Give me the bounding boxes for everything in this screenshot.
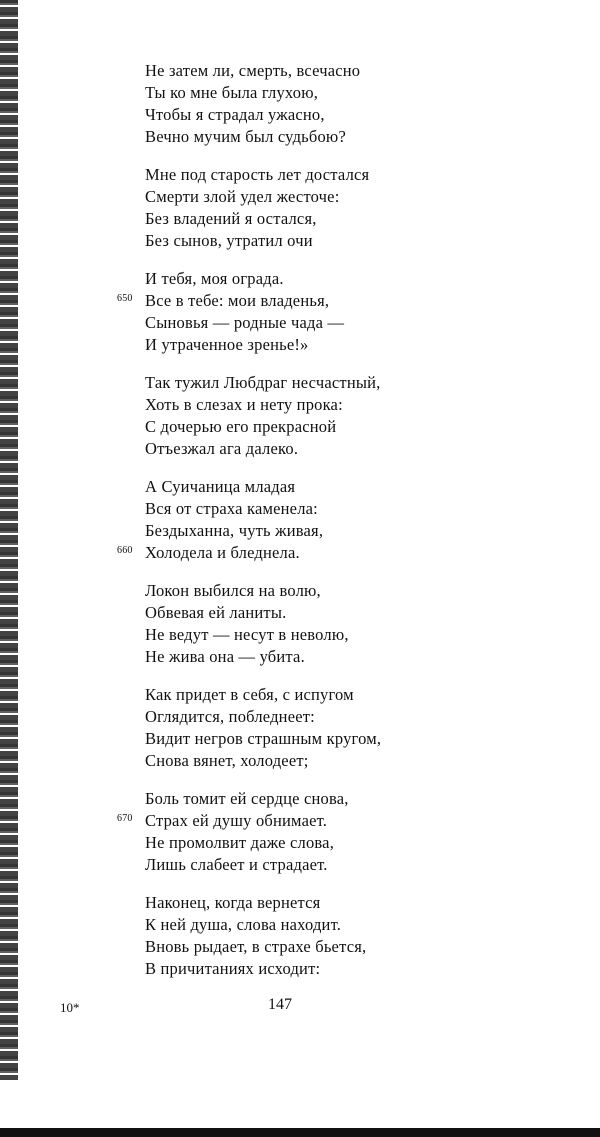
verse-line-text: Смерти злой удел жесточе: [145, 187, 340, 206]
verse-line-text: Вся от страха каменела: [145, 499, 318, 518]
bottom-scan-edge [0, 1128, 600, 1137]
verse-line [145, 936, 565, 958]
verse-line-text: Без владений я остался, [145, 209, 317, 228]
verse-line [145, 892, 565, 914]
verse-line [145, 372, 565, 394]
verse-line [145, 646, 565, 668]
stanza [117, 268, 565, 356]
verse-line [145, 416, 565, 438]
verse-line-text: Бездыханна, чуть живая, [145, 521, 324, 540]
page-edge-scan-artifact [0, 0, 18, 1080]
verse-line [145, 476, 565, 498]
stanza [117, 788, 565, 876]
verse-line-text: Оглядится, побледнеет: [145, 707, 315, 726]
stanza [145, 684, 565, 772]
verse-line [145, 312, 565, 334]
verse-line-text: Видит негров страшным кругом, [145, 729, 382, 748]
verse-line [145, 334, 565, 356]
stanza [145, 60, 565, 148]
line-number: 650 [117, 293, 133, 304]
verse-line [145, 624, 565, 646]
verse-line-text: С дочерью его прекрасной [145, 417, 337, 436]
verse-line-text: В причитаниях исходит: [145, 959, 321, 978]
verse-line-text: Наконец, когда вернется [145, 893, 321, 912]
verse-line [145, 82, 565, 104]
verse-line [145, 602, 565, 624]
line-number: 660 [117, 545, 133, 556]
verse-line [145, 498, 565, 520]
verse-line-text: И утраченное зренье!» [145, 335, 309, 354]
verse-line-text: Не ведут — несут в неволю, [145, 625, 349, 644]
verse-line-text: И тебя, моя ограда. [145, 269, 284, 288]
verse-line-text: Сыновья — родные чада — [145, 313, 345, 332]
verse-line [145, 438, 565, 460]
stanza [145, 372, 565, 460]
page-number: 147 [268, 996, 292, 1013]
verse-line-text: Боль томит ей сердце снова, [145, 789, 349, 808]
verse-line [145, 164, 565, 186]
line-number: 670 [117, 813, 133, 824]
stanza [117, 476, 565, 564]
verse-line [145, 684, 565, 706]
verse-line-text: Лишь слабеет и страдает. [145, 855, 328, 874]
verse-line-text: Отъезжал ага далеко. [145, 439, 299, 458]
verse-line [117, 542, 565, 564]
verse-line [145, 788, 565, 810]
verse-line [145, 208, 565, 230]
verse-line [145, 126, 565, 148]
stanza [145, 164, 565, 252]
verse-line [145, 520, 565, 542]
verse-line [145, 706, 565, 728]
verse-line [145, 750, 565, 772]
verse-line-text: Холодела и бледнела. [145, 543, 300, 562]
verse-line-text: К ней душа, слова находит. [145, 915, 342, 934]
verse-line [145, 104, 565, 126]
verse-line [145, 854, 565, 876]
verse-line [145, 832, 565, 854]
verse-line-text: Локон выбился на волю, [145, 581, 321, 600]
verse-line-text: Вечно мучим был судьбою? [145, 127, 346, 146]
poem-text [117, 60, 565, 996]
verse-line-text: Не промолвит даже слова, [145, 833, 335, 852]
verse-line [145, 230, 565, 252]
verse-line [145, 914, 565, 936]
verse-line-text: Страх ей душу обнимает. [145, 811, 328, 830]
verse-line-text: Вновь рыдает, в страхе бьется, [145, 937, 367, 956]
verse-line [145, 268, 565, 290]
verse-line-text: Хоть в слезах и нету прока: [145, 395, 343, 414]
verse-line [117, 810, 565, 832]
verse-line-text: Так тужил Любдраг несчастный, [145, 373, 381, 392]
verse-line-text: Как придет в себя, с испугом [145, 685, 354, 704]
verse-line [145, 728, 565, 750]
verse-line [145, 958, 565, 980]
verse-line [117, 290, 565, 312]
verse-line [145, 394, 565, 416]
verse-line [145, 60, 565, 82]
stanza [145, 580, 565, 668]
verse-line-text: Не затем ли, смерть, всечасно [145, 61, 361, 80]
verse-line-text: Обвевая ей ланиты. [145, 603, 287, 622]
verse-line-text: Ты ко мне была глухою, [145, 83, 319, 102]
verse-line-text: А Суичаница младая [145, 477, 296, 496]
verse-line-text: Не жива она — убита. [145, 647, 305, 666]
verse-line [145, 186, 565, 208]
stanza [145, 892, 565, 980]
verse-line-text: Снова вянет, холодеет; [145, 751, 309, 770]
verse-line-text: Без сынов, утратил очи [145, 231, 313, 250]
verse-line-text: Чтобы я страдал ужасно, [145, 105, 325, 124]
verse-line-text: Все в тебе: мои владенья, [145, 291, 330, 310]
printer-signature: 10* [60, 1000, 80, 1015]
verse-line [145, 580, 565, 602]
verse-line-text: Мне под старость лет достался [145, 165, 370, 184]
